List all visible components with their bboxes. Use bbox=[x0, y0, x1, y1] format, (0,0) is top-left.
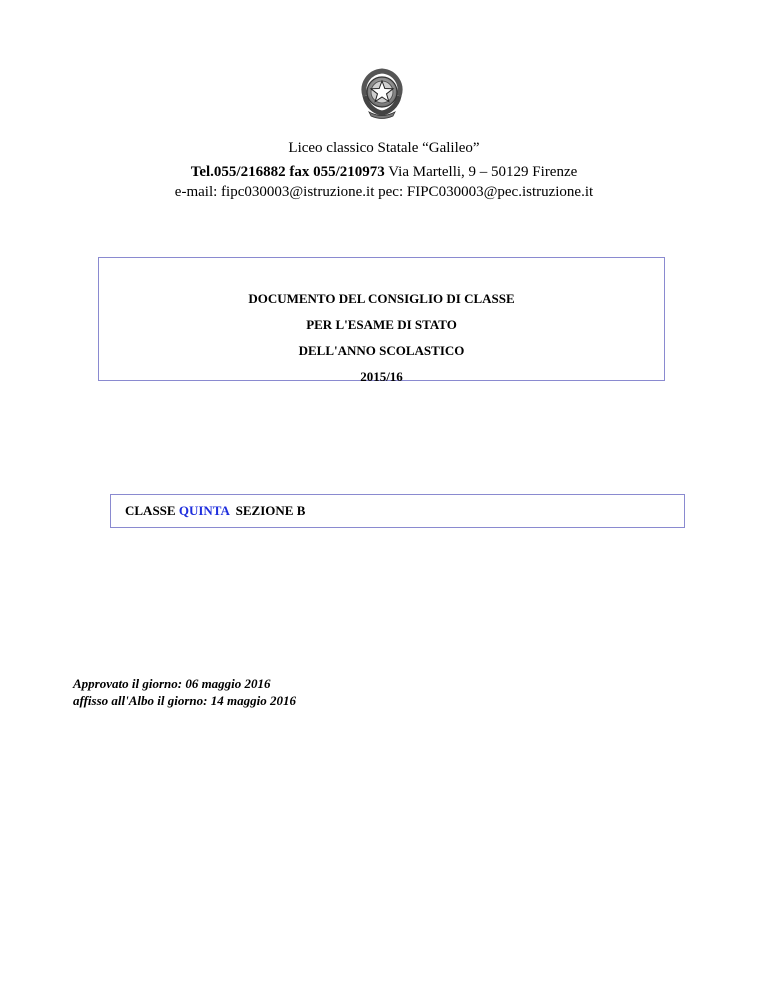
approval-block bbox=[73, 675, 296, 709]
school-year: 2015/16 bbox=[360, 369, 403, 384]
section-label: SEZIONE B bbox=[229, 503, 306, 518]
title-line: DELL'ANNO SCOLASTICO bbox=[298, 343, 465, 358]
italian-republic-emblem-icon bbox=[357, 66, 407, 120]
class-section-box bbox=[110, 494, 685, 528]
school-header bbox=[0, 138, 768, 202]
email-line: e-mail: fipc030003@istruzione.it pec: FIPC030003@pec.istruzione.it bbox=[174, 184, 594, 200]
class-name: QUINTA bbox=[178, 503, 230, 518]
school-name: Liceo classico Statale “Galileo” bbox=[288, 140, 480, 156]
class-prefix: CLASSE bbox=[125, 503, 179, 518]
approval-date: Approvato il giorno: 06 maggio 2016 bbox=[73, 676, 271, 691]
contact-line bbox=[0, 162, 768, 182]
title-line: DOCUMENTO DEL CONSIGLIO DI CLASSE bbox=[248, 291, 515, 306]
document-title-box bbox=[98, 257, 665, 384]
phone-fax: Tel.055/216882 fax 055/210973 bbox=[190, 164, 385, 180]
posting-date: affisso all'Albo il giorno: 14 maggio 2016 bbox=[73, 693, 296, 708]
title-line: PER L'ESAME DI STATO bbox=[306, 317, 457, 332]
school-address: Via Martelli, 9 – 50129 Firenze bbox=[384, 164, 578, 180]
